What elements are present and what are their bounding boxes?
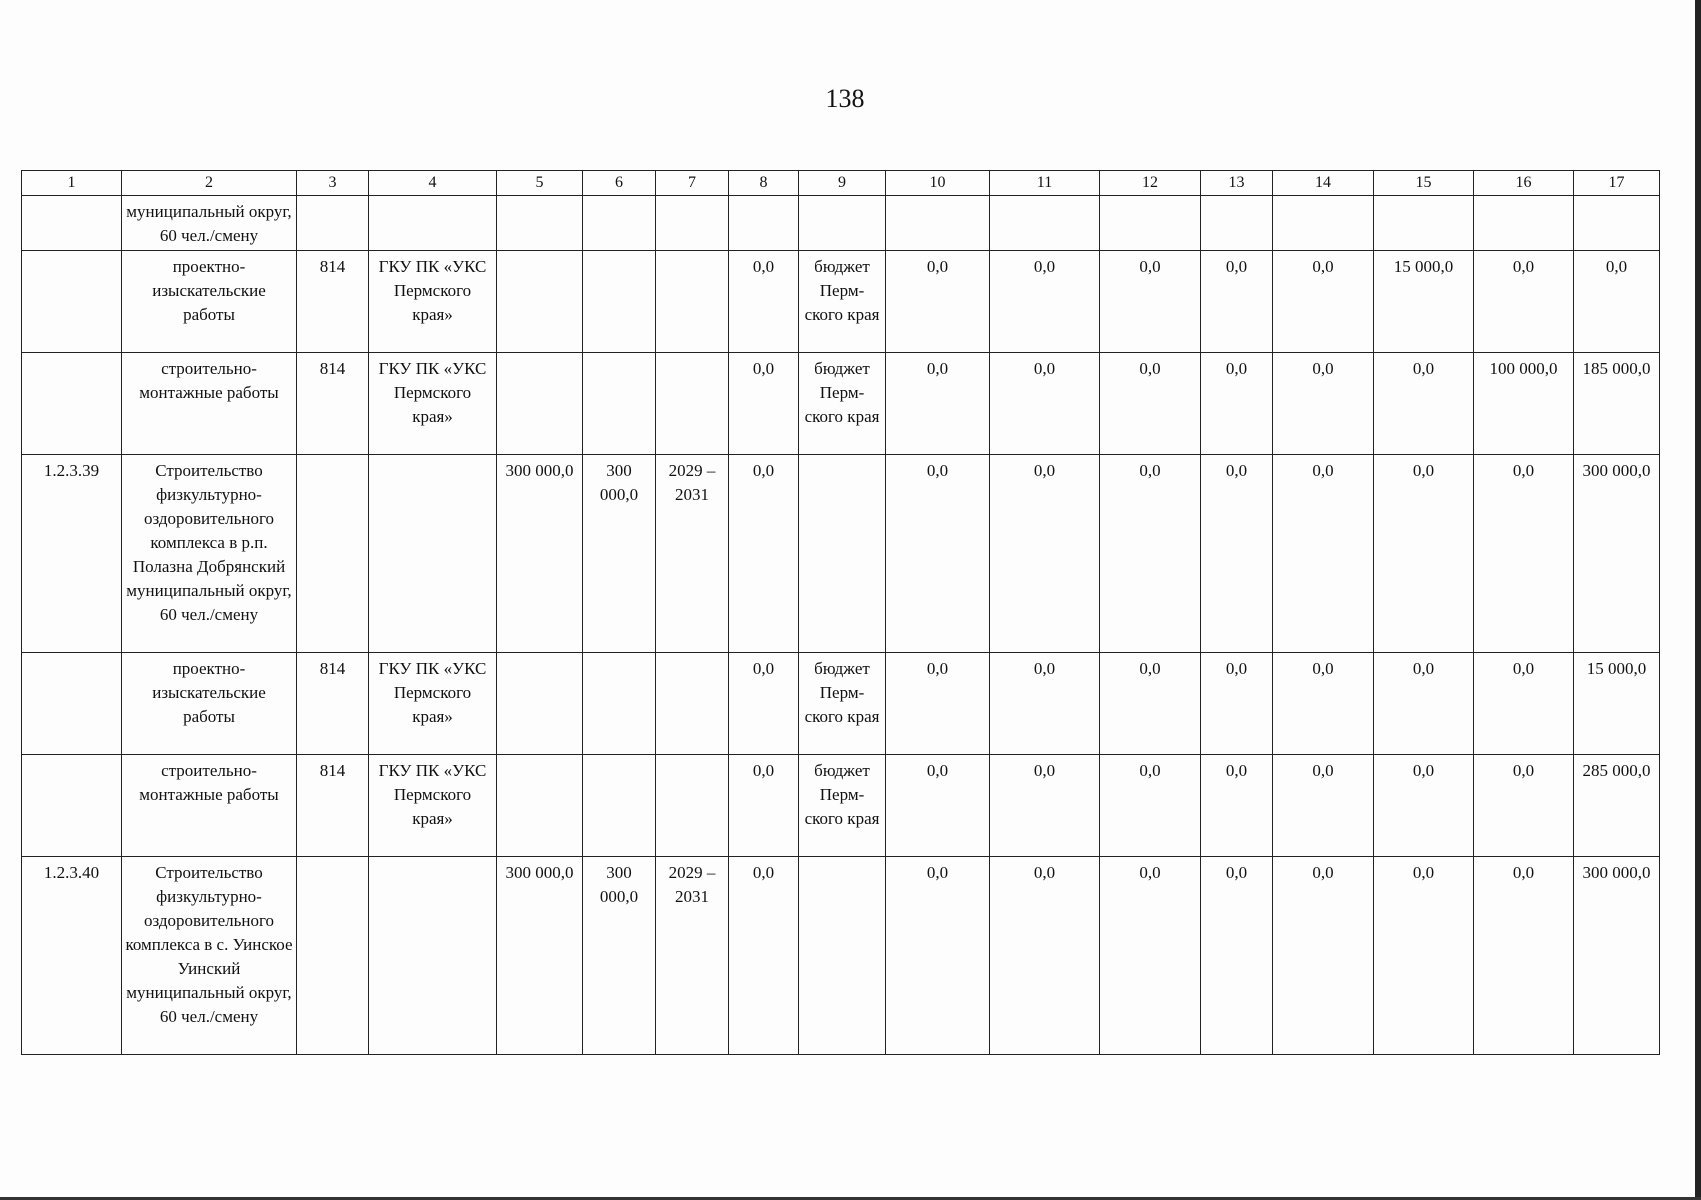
table-cell-col-1	[22, 196, 122, 251]
column-header: 11	[990, 171, 1100, 196]
table-cell-col-5	[497, 196, 583, 251]
table-cell-col-16: 0,0	[1474, 857, 1574, 1055]
column-header: 10	[886, 171, 990, 196]
column-header: 17	[1574, 171, 1660, 196]
table-cell-col-3: 814	[297, 755, 369, 857]
table-cell-col-6	[583, 353, 656, 455]
column-header: 15	[1374, 171, 1474, 196]
table-cell-col-7	[656, 653, 729, 755]
table-cell-col-7: 2029 – 2031	[656, 455, 729, 653]
table-cell-col-5	[497, 251, 583, 353]
table-cell-col-15: 0,0	[1374, 353, 1474, 455]
table-cell-col-15: 0,0	[1374, 857, 1474, 1055]
table-cell-col-1: 1.2.3.39	[22, 455, 122, 653]
column-header: 3	[297, 171, 369, 196]
table-cell-col-1	[22, 755, 122, 857]
column-header: 14	[1273, 171, 1374, 196]
table-cell-col-6	[583, 196, 656, 251]
table-row	[22, 455, 1660, 653]
table-cell-col-3: 814	[297, 353, 369, 455]
table-cell-col-17	[1574, 196, 1660, 251]
table-cell-col-4	[369, 196, 497, 251]
table-cell-col-2: проектно-изыскательские работы	[122, 653, 297, 755]
table-cell-col-16: 0,0	[1474, 653, 1574, 755]
table-cell-col-7	[656, 196, 729, 251]
table-cell-col-5	[497, 755, 583, 857]
table-cell-col-12: 0,0	[1100, 653, 1201, 755]
table-cell-col-9	[799, 455, 886, 653]
table-cell-col-8: 0,0	[729, 755, 799, 857]
table-row	[22, 251, 1660, 353]
table-cell-col-6: 300 000,0	[583, 857, 656, 1055]
table-cell-col-2: муниципальный округ, 60 чел./смену	[122, 196, 297, 251]
column-header: 13	[1201, 171, 1273, 196]
table-cell-col-4	[369, 455, 497, 653]
table-cell-col-14: 0,0	[1273, 653, 1374, 755]
column-header: 1	[22, 171, 122, 196]
table-cell-col-2: строительно-монтажные работы	[122, 353, 297, 455]
table-cell-col-11	[990, 196, 1100, 251]
table-cell-col-12: 0,0	[1100, 455, 1201, 653]
table-cell-col-2: Строительство физкультурно-оздоровительного комплекса в с. Уинское Уинский муниципальный округ, 60 чел./смену	[122, 857, 297, 1055]
table-cell-col-1	[22, 653, 122, 755]
table-cell-col-16	[1474, 196, 1574, 251]
table-cell-col-17: 300 000,0	[1574, 857, 1660, 1055]
table-cell-col-12: 0,0	[1100, 251, 1201, 353]
table-cell-col-4: ГКУ ПК «УКС Пермского края»	[369, 755, 497, 857]
table-cell-col-5: 300 000,0	[497, 455, 583, 653]
table-cell-col-13: 0,0	[1201, 653, 1273, 755]
table-cell-col-7: 2029 – 2031	[656, 857, 729, 1055]
table-cell-col-12	[1100, 196, 1201, 251]
table-cell-col-14: 0,0	[1273, 251, 1374, 353]
table-cell-col-17: 0,0	[1574, 251, 1660, 353]
table-cell-col-15: 0,0	[1374, 653, 1474, 755]
table-cell-col-17: 285 000,0	[1574, 755, 1660, 857]
table-row	[22, 653, 1660, 755]
table-cell-col-15: 0,0	[1374, 755, 1474, 857]
table-cell-col-10: 0,0	[886, 755, 990, 857]
table-cell-col-13: 0,0	[1201, 251, 1273, 353]
table-cell-col-6	[583, 755, 656, 857]
table-cell-col-5: 300 000,0	[497, 857, 583, 1055]
table-cell-col-4: ГКУ ПК «УКС Пермского края»	[369, 653, 497, 755]
table-cell-col-2: Строительство физкультурно-оздоровительного комплекса в р.п. Полазна Добрянский муниципальный округ, 60 чел./смену	[122, 455, 297, 653]
column-header: 8	[729, 171, 799, 196]
table-cell-col-14: 0,0	[1273, 755, 1374, 857]
table-cell-col-15	[1374, 196, 1474, 251]
table-cell-col-14: 0,0	[1273, 353, 1374, 455]
table-cell-col-12: 0,0	[1100, 857, 1201, 1055]
table-cell-col-17: 300 000,0	[1574, 455, 1660, 653]
table-cell-col-13: 0,0	[1201, 857, 1273, 1055]
table-cell-col-3: 814	[297, 251, 369, 353]
table-cell-col-11: 0,0	[990, 755, 1100, 857]
table-cell-col-6: 300 000,0	[583, 455, 656, 653]
table-cell-col-16: 0,0	[1474, 755, 1574, 857]
table-cell-col-7	[656, 353, 729, 455]
table-cell-col-13: 0,0	[1201, 455, 1273, 653]
scan-edge	[1695, 0, 1701, 1200]
table-cell-col-12: 0,0	[1100, 755, 1201, 857]
table-cell-col-10: 0,0	[886, 251, 990, 353]
table-cell-col-8: 0,0	[729, 653, 799, 755]
column-header: 9	[799, 171, 886, 196]
table-cell-col-3	[297, 857, 369, 1055]
table-cell-col-17: 185 000,0	[1574, 353, 1660, 455]
table-cell-col-1: 1.2.3.40	[22, 857, 122, 1055]
table-cell-col-16: 0,0	[1474, 251, 1574, 353]
table-cell-col-15: 0,0	[1374, 455, 1474, 653]
table-cell-col-8	[729, 196, 799, 251]
table-cell-col-12: 0,0	[1100, 353, 1201, 455]
table-cell-col-10: 0,0	[886, 857, 990, 1055]
table-cell-col-11: 0,0	[990, 251, 1100, 353]
column-header: 16	[1474, 171, 1574, 196]
column-header: 4	[369, 171, 497, 196]
table-cell-col-6	[583, 653, 656, 755]
table-cell-col-14	[1273, 196, 1374, 251]
table-cell-col-11: 0,0	[990, 857, 1100, 1055]
table-cell-col-13: 0,0	[1201, 755, 1273, 857]
table-cell-col-10	[886, 196, 990, 251]
table-cell-col-14: 0,0	[1273, 455, 1374, 653]
table-cell-col-9: бюджет Перм-ского края	[799, 251, 886, 353]
table-cell-col-8: 0,0	[729, 455, 799, 653]
table-cell-col-15: 15 000,0	[1374, 251, 1474, 353]
table-cell-col-13	[1201, 196, 1273, 251]
column-header: 2	[122, 171, 297, 196]
table-cell-col-13: 0,0	[1201, 353, 1273, 455]
table-cell-col-11: 0,0	[990, 455, 1100, 653]
table-cell-col-9: бюджет Перм-ского края	[799, 653, 886, 755]
table-cell-col-4	[369, 857, 497, 1055]
column-header: 5	[497, 171, 583, 196]
table-cell-col-14: 0,0	[1273, 857, 1374, 1055]
table-cell-col-5	[497, 653, 583, 755]
table-row	[22, 353, 1660, 455]
table-cell-col-10: 0,0	[886, 353, 990, 455]
column-number-row	[22, 171, 1660, 196]
table-cell-col-7	[656, 755, 729, 857]
table-cell-col-9: бюджет Перм-ского края	[799, 755, 886, 857]
table-cell-col-4: ГКУ ПК «УКС Пермского края»	[369, 353, 497, 455]
table-row	[22, 755, 1660, 857]
table-cell-col-2: строительно-монтажные работы	[122, 755, 297, 857]
table-cell-col-2: проектно-изыскательские работы	[122, 251, 297, 353]
table-cell-col-3	[297, 196, 369, 251]
table-cell-col-9	[799, 857, 886, 1055]
table-cell-col-4: ГКУ ПК «УКС Пермского края»	[369, 251, 497, 353]
table-cell-col-5	[497, 353, 583, 455]
table-cell-col-16: 100 000,0	[1474, 353, 1574, 455]
table-cell-col-1	[22, 251, 122, 353]
table-cell-col-10: 0,0	[886, 653, 990, 755]
table-cell-col-10: 0,0	[886, 455, 990, 653]
program-funding-table	[21, 170, 1660, 1055]
table-cell-col-8: 0,0	[729, 857, 799, 1055]
table-cell-col-7	[656, 251, 729, 353]
table-row	[22, 857, 1660, 1055]
table-cell-col-8: 0,0	[729, 353, 799, 455]
table-cell-col-1	[22, 353, 122, 455]
table-cell-col-17: 15 000,0	[1574, 653, 1660, 755]
table-cell-col-8: 0,0	[729, 251, 799, 353]
table-cell-col-11: 0,0	[990, 653, 1100, 755]
column-header: 6	[583, 171, 656, 196]
table-cell-col-3: 814	[297, 653, 369, 755]
table-cell-col-6	[583, 251, 656, 353]
column-header: 7	[656, 171, 729, 196]
table-cell-col-3	[297, 455, 369, 653]
table-cell-col-9: бюджет Перм-ского края	[799, 353, 886, 455]
page-number: 138	[825, 84, 865, 113]
table-cell-col-16: 0,0	[1474, 455, 1574, 653]
column-header: 12	[1100, 171, 1201, 196]
table-cell-col-11: 0,0	[990, 353, 1100, 455]
table-cell-col-9	[799, 196, 886, 251]
table-row	[22, 196, 1660, 251]
